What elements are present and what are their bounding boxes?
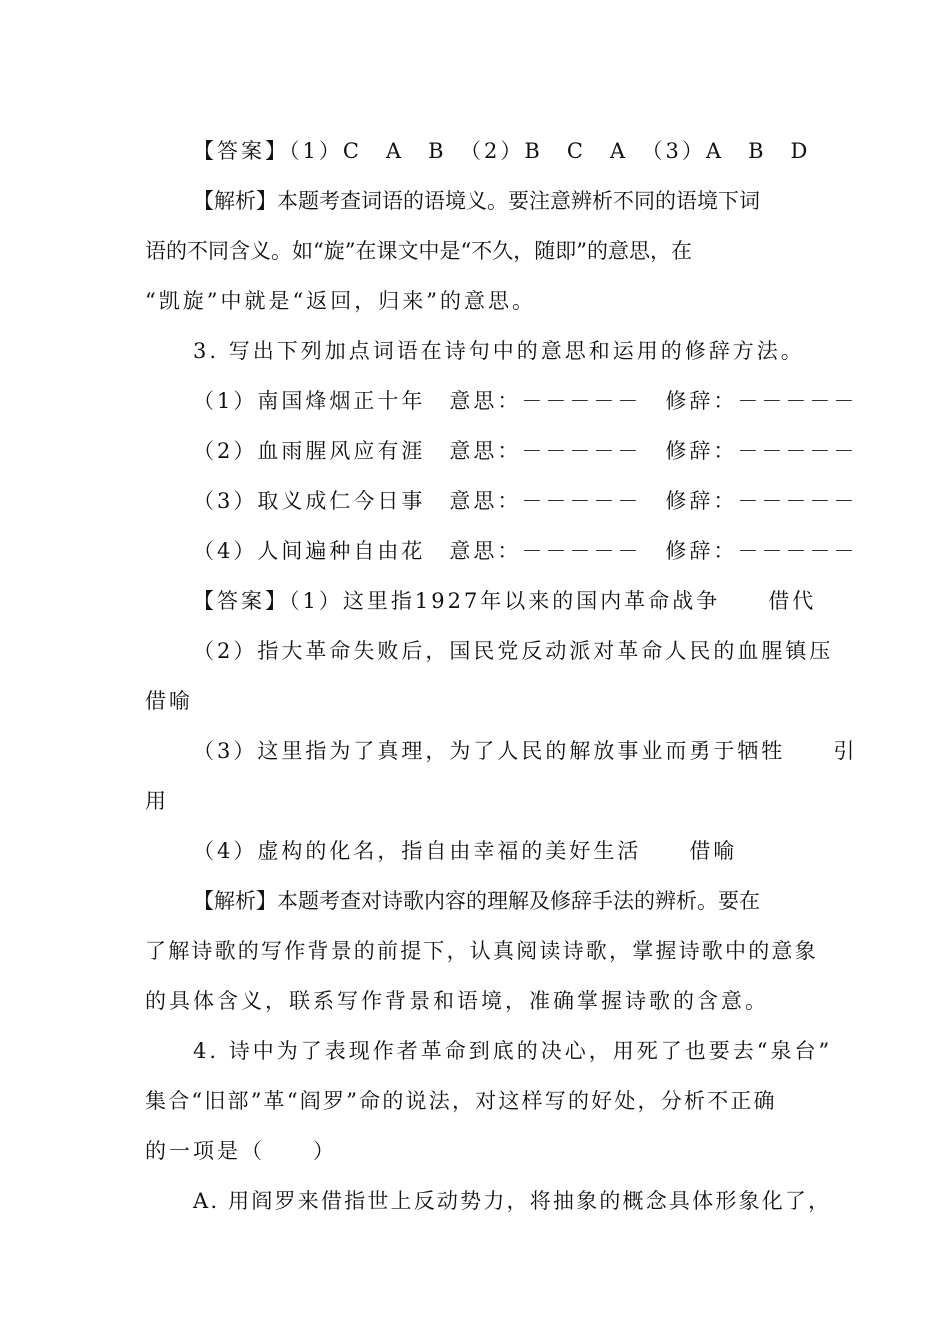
question-3-item-2: （2）血雨腥风应有涯 意思：－－－－－ 修辞：－－－－－ [193,439,858,463]
answer-line-q3-4: （4）虚构的化名，指自由幸福的美好生活 借喻 [193,839,738,863]
answer-line-q3-2b: 借喻 [145,689,193,713]
question-3-item-1: （1）南国烽烟正十年 意思：－－－－－ 修辞：－－－－－ [193,389,858,413]
analysis-line-q3-1 [193,886,833,916]
answer-line-q3-2: （2）指大革命失败后，国民党反动派对革命人民的血腥镇压 [193,639,834,663]
text-run: 【解析】本题考查对诗歌内容的理解及修辞手法的辨析。要在 [193,889,760,913]
question-3-item-4: （4）人间遍种自由花 意思：－－－－－ 修辞：－－－－－ [193,539,858,563]
analysis-line-q2-2 [145,236,835,266]
question-3-title: 3. 写出下列加点词语在诗句中的意思和运用的修辞方法。 [193,339,805,363]
question-4-line-2: 集合“旧部”革“阎罗”命的说法，对这样写的好处，分析不正确 [145,1089,777,1113]
answer-line-q3-1: 【答案】（1）这里指1927年以来的国内革命战争 借代 [193,589,817,613]
analysis-line-q3-2: 了解诗歌的写作背景的前提下，认真阅读诗歌，掌握诗歌中的意象 [145,939,818,963]
question-4-line-1: 4. 诗中为了表现作者革命到底的决心，用死了也要去“泉台” [193,1039,833,1063]
question-4-option-a: A. 用阎罗来借指世上反动势力，将抽象的概念具体形象化了， [193,1189,832,1213]
analysis-line-q2-1 [193,186,833,216]
answer-line-q3-3b: 用 [145,789,169,813]
question-3-item-3: （3）取义成仁今日事 意思：－－－－－ 修辞：－－－－－ [193,489,858,513]
answer-line-q2: 【答案】（1）C A B （2）B C A （3）A B D [193,139,811,163]
text-run: 语的不同含义。如“旋”在课文中是“不久，随即”的意思，在 [145,239,692,263]
text-run: 【解析】本题考查词语的语境义。要注意辨析不同的语境下词 [193,189,760,213]
question-4-line-3: 的一项是（ ） [145,1139,337,1163]
analysis-line-q2-3: “凯旋”中就是“返回，归来”的意思。 [145,289,536,313]
analysis-line-q3-3: 的具体含义，联系写作背景和语境，准确掌握诗歌的含意。 [145,989,769,1013]
answer-line-q3-3: （3）这里指为了真理，为了人民的解放事业而勇于牺牲 引 [193,739,858,763]
